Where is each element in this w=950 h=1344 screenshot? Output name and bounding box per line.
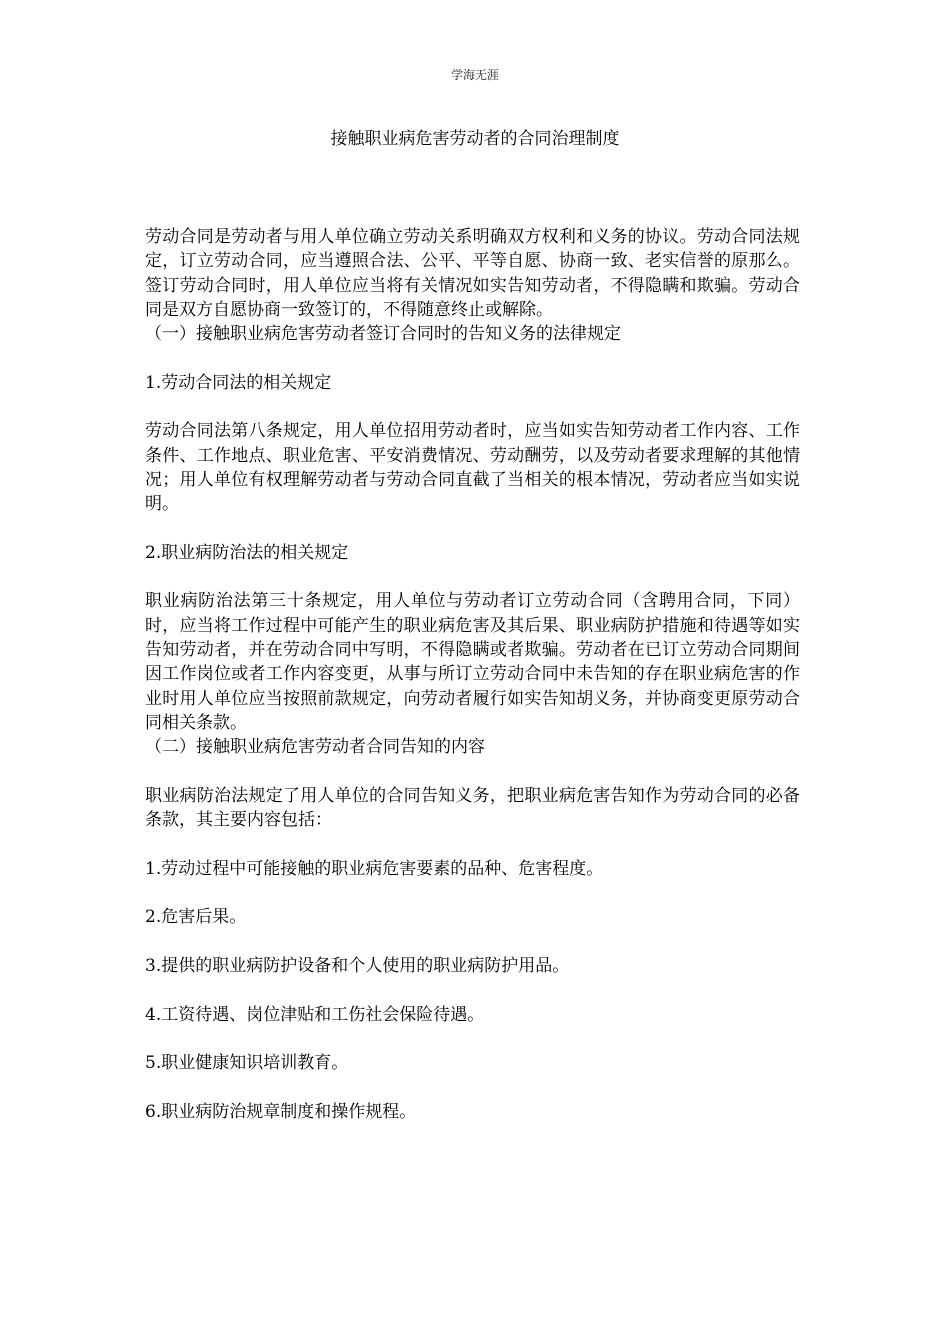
document-body (145, 225, 800, 1124)
intro-paragraph: 劳动合同是劳动者与用人单位确立劳动关系明确双方权利和义务的协议。劳动合同法规定，订立劳动合同，应当遵照合法、公平、平等自愿、协商一致、老实信誉的原那么。签订劳动合同时，用人单位应当将有关情况如实告知劳动者，不得隐瞒和欺骗。劳动合同是双方自愿协商一致签订的，不得随意终止或解除。 (145, 227, 800, 320)
subsection-heading-1: 1.劳动合同法的相关规定 (145, 372, 332, 393)
paragraph-occupational-disease-law: 职业病防治法第三十条规定，用人单位与劳动者订立劳动合同（含聘用合同，下同）时，应当将工作过程中可能产生的职业病危害及其后果、职业病防护措施和待遇等如实告知劳动者，并在劳动合同中写明，不得隐瞒或者欺骗。劳动者在已订立劳动合同期间因工作岗位或者工作内容变更，从事与所订立劳动合同中未告知的存在职业病危害的作业时用人单位应当按照前款规定，向劳动者履行如实告知胡义务，并协商变更原劳动合同相关条款。 (145, 591, 800, 733)
subsection-heading-2: 2.职业病防治法的相关规定 (145, 542, 349, 563)
list-item: 6.职业病防治规章制度和操作规程。 (145, 1101, 417, 1122)
paragraph-notification-content: 职业病防治法规定了用人单位的合同告知义务，把职业病危害告知作为劳动合同的必备条款，其主要内容包括： (145, 785, 800, 831)
section-heading-2: （二）接触职业病危害劳动者合同告知的内容 (145, 737, 485, 758)
page-header: 学海无涯 (450, 68, 499, 82)
list-item: 3.提供的职业病防护设备和个人使用的职业病防护用品。 (145, 955, 570, 976)
paragraph-labor-contract-law: 劳动合同法第八条规定，用人单位招用劳动者时，应当如实告知劳动者工作内容、工作条件、工作地点、职业危害、平安消费情况、劳动酬劳，以及劳动者要求理解的其他情况；用人单位有权理解劳动者与劳动合同直截了当相关的根本情况，劳动者应当如实说明。 (145, 421, 800, 515)
list-item: 2.危害后果。 (145, 907, 247, 928)
list-item: 1.劳动过程中可能接触的职业病危害要素的品种、危害程度。 (145, 858, 604, 879)
section-heading-1: （一）接触职业病危害劳动者签订合同时的告知义务的法律规定 (145, 324, 621, 345)
list-item: 5.职业健康知识培训教育。 (145, 1053, 349, 1074)
document-title: 接触职业病危害劳动者的合同治理制度 (330, 129, 620, 149)
list-item: 4.工资待遇、岗位津贴和工伤社会保险待遇。 (145, 1004, 485, 1025)
